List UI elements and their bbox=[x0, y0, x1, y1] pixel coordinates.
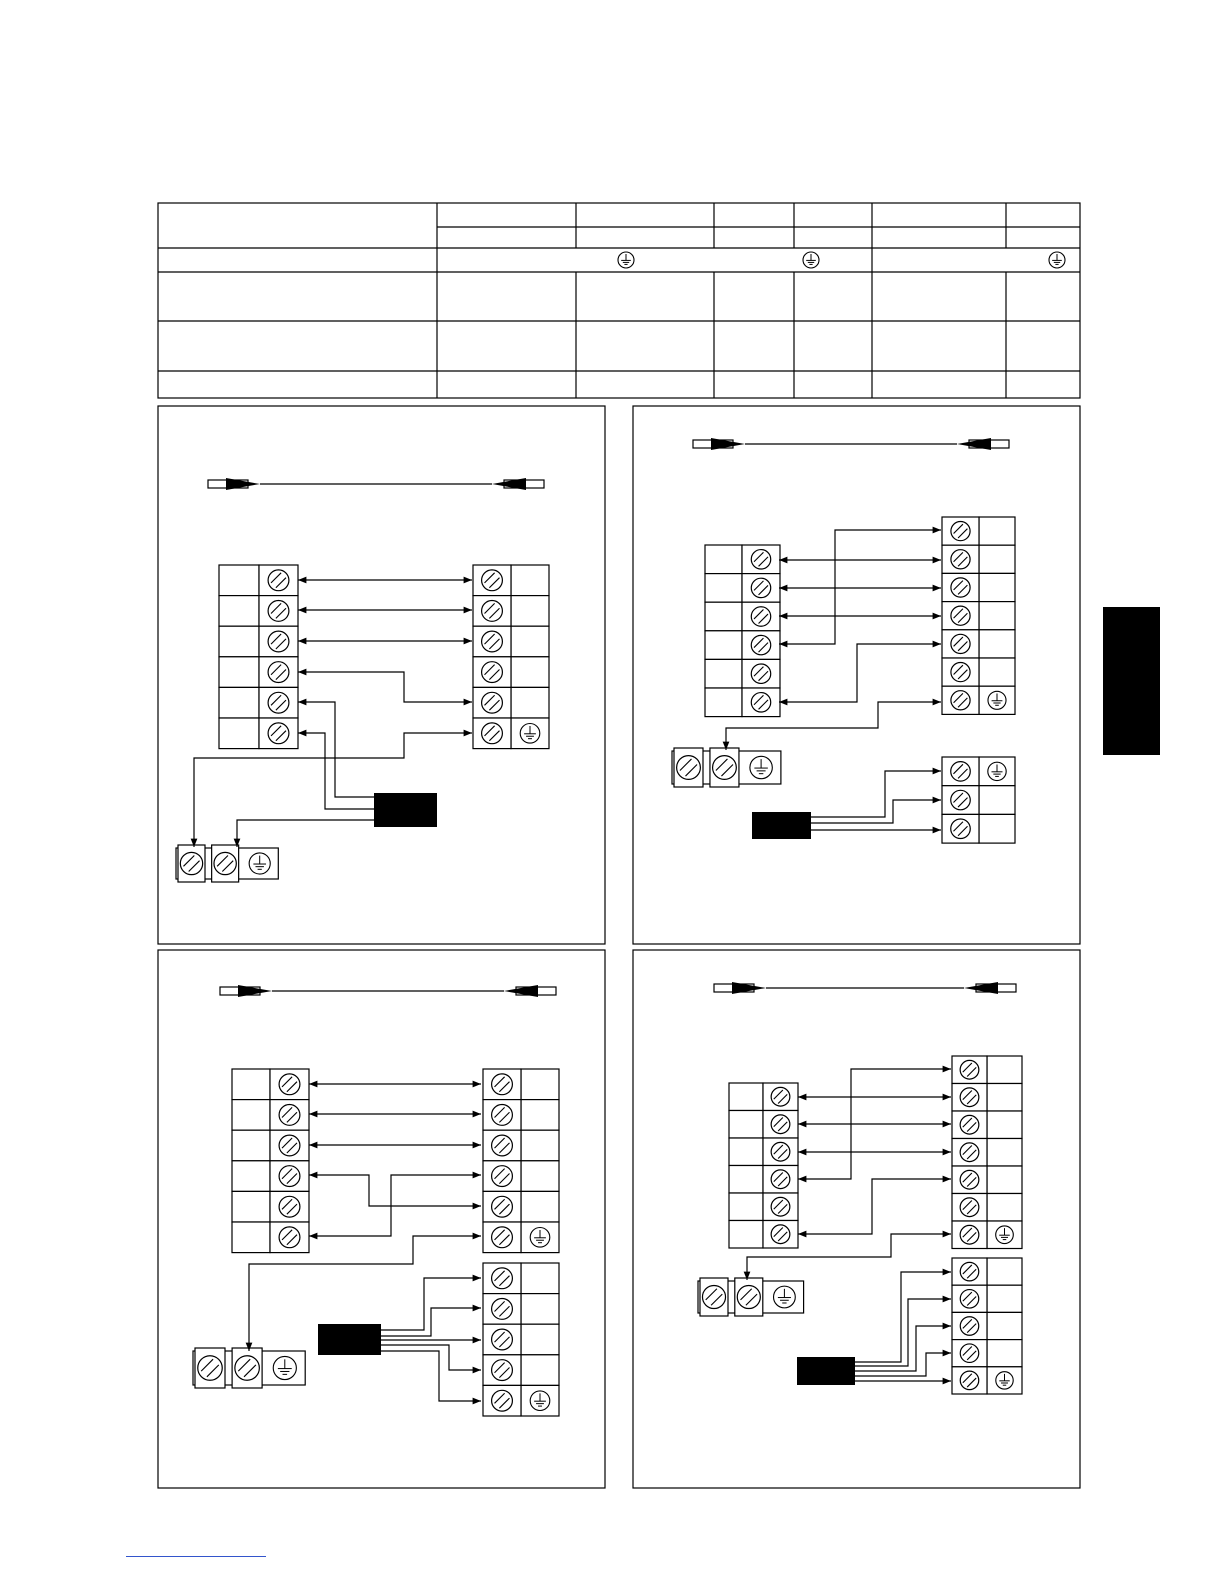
screw-terminal-icon bbox=[960, 1371, 978, 1389]
screw-terminal-icon bbox=[737, 1285, 760, 1308]
connector-block bbox=[752, 812, 811, 839]
connector-block bbox=[374, 793, 437, 827]
ground-terminal-block bbox=[193, 1348, 305, 1388]
power-terminal-block bbox=[942, 757, 1015, 843]
earth-ground-icon bbox=[996, 1226, 1014, 1244]
screw-terminal-icon bbox=[960, 1198, 979, 1217]
screw-terminal-icon bbox=[492, 1390, 513, 1411]
hollow-arrow-icon bbox=[504, 985, 556, 997]
screw-terminal-icon bbox=[960, 1344, 978, 1362]
screw-terminal-icon bbox=[268, 600, 289, 621]
screw-terminal-icon bbox=[751, 664, 770, 683]
screw-terminal-icon bbox=[951, 578, 970, 597]
screw-terminal-icon bbox=[677, 756, 701, 780]
screw-terminal-icon bbox=[751, 693, 770, 712]
screw-terminal-icon bbox=[214, 852, 236, 874]
screw-terminal-icon bbox=[180, 852, 202, 874]
screw-terminal-icon bbox=[951, 606, 970, 625]
earth-ground-icon bbox=[520, 724, 540, 744]
screw-terminal-icon bbox=[198, 1356, 222, 1380]
earth-ground-icon bbox=[996, 1372, 1013, 1389]
screw-terminal-icon bbox=[492, 1166, 513, 1187]
screw-terminal-icon bbox=[279, 1196, 300, 1217]
screw-terminal-icon bbox=[960, 1088, 979, 1107]
screw-terminal-icon bbox=[268, 692, 289, 713]
screw-terminal-icon bbox=[771, 1225, 790, 1244]
screw-terminal-icon bbox=[492, 1135, 513, 1156]
screw-terminal-icon bbox=[492, 1104, 513, 1125]
screw-terminal-icon bbox=[482, 631, 503, 652]
screw-terminal-icon bbox=[279, 1135, 300, 1156]
screw-terminal-icon bbox=[771, 1170, 790, 1189]
screw-terminal-icon bbox=[771, 1142, 790, 1161]
screw-terminal-icon bbox=[751, 550, 770, 569]
screw-terminal-icon bbox=[951, 691, 970, 710]
ground-terminal-block bbox=[672, 748, 781, 787]
power-terminal-block bbox=[483, 1263, 559, 1416]
hollow-arrow-icon bbox=[693, 438, 745, 450]
spec-table bbox=[158, 203, 1080, 398]
screw-terminal-icon bbox=[268, 662, 289, 683]
screw-terminal-icon bbox=[492, 1196, 513, 1217]
earth-ground-icon bbox=[750, 756, 772, 778]
screw-terminal-icon bbox=[279, 1166, 300, 1187]
screw-terminal-icon bbox=[960, 1225, 979, 1244]
power-terminal-block bbox=[952, 1258, 1022, 1394]
screw-terminal-icon bbox=[279, 1227, 300, 1248]
screw-terminal-icon bbox=[771, 1115, 790, 1134]
screw-terminal-icon bbox=[482, 662, 503, 683]
screw-terminal-icon bbox=[751, 607, 770, 626]
outdoor-terminal-block bbox=[942, 517, 1015, 714]
earth-ground-icon bbox=[803, 252, 819, 268]
earth-ground-icon bbox=[1049, 252, 1065, 268]
screw-terminal-icon bbox=[951, 819, 971, 839]
earth-ground-icon bbox=[618, 252, 634, 268]
screw-terminal-icon bbox=[771, 1197, 790, 1216]
screw-terminal-icon bbox=[492, 1298, 513, 1319]
indoor-terminal-block bbox=[729, 1083, 798, 1248]
screw-terminal-icon bbox=[268, 570, 289, 591]
screw-terminal-icon bbox=[951, 663, 970, 682]
screw-terminal-icon bbox=[960, 1170, 979, 1189]
screw-terminal-icon bbox=[771, 1087, 790, 1106]
screw-terminal-icon bbox=[702, 1285, 725, 1308]
hollow-arrow-icon bbox=[957, 438, 1009, 450]
ground-terminal-block bbox=[698, 1278, 804, 1316]
earth-ground-icon bbox=[273, 1356, 296, 1379]
hollow-arrow-icon bbox=[964, 982, 1016, 994]
screw-terminal-icon bbox=[482, 570, 503, 591]
earth-ground-icon bbox=[1049, 252, 1065, 268]
hollow-arrow-icon bbox=[208, 478, 260, 490]
ground-terminal-block bbox=[176, 845, 278, 882]
earth-ground-icon bbox=[618, 252, 634, 268]
indoor-terminal-block bbox=[219, 565, 298, 749]
earth-ground-icon bbox=[803, 252, 819, 268]
screw-terminal-icon bbox=[751, 635, 770, 654]
hollow-arrow-icon bbox=[714, 982, 766, 994]
footer-link[interactable] bbox=[126, 1556, 266, 1557]
screw-terminal-icon bbox=[960, 1115, 979, 1134]
outdoor-terminal-block bbox=[483, 1069, 559, 1253]
screw-terminal-icon bbox=[951, 762, 971, 782]
screw-terminal-icon bbox=[492, 1360, 513, 1381]
screw-terminal-icon bbox=[235, 1356, 259, 1380]
hollow-arrow-icon bbox=[220, 985, 272, 997]
earth-ground-icon bbox=[774, 1286, 796, 1308]
screw-terminal-icon bbox=[960, 1060, 979, 1079]
screw-terminal-icon bbox=[960, 1143, 979, 1162]
screw-terminal-icon bbox=[951, 550, 970, 569]
screw-terminal-icon bbox=[492, 1074, 513, 1095]
screw-terminal-icon bbox=[279, 1104, 300, 1125]
section-tab bbox=[1103, 607, 1160, 755]
screw-terminal-icon bbox=[279, 1074, 300, 1095]
screw-terminal-icon bbox=[482, 600, 503, 621]
screw-terminal-icon bbox=[268, 723, 289, 744]
screw-terminal-icon bbox=[713, 756, 737, 780]
earth-ground-icon bbox=[988, 762, 1006, 780]
screw-terminal-icon bbox=[492, 1227, 513, 1248]
hollow-arrow-icon bbox=[492, 478, 544, 490]
earth-ground-icon bbox=[988, 691, 1006, 709]
connector-block bbox=[797, 1357, 855, 1385]
screw-terminal-icon bbox=[492, 1329, 513, 1350]
screw-terminal-icon bbox=[960, 1290, 978, 1308]
earth-ground-icon bbox=[249, 853, 270, 874]
indoor-terminal-block bbox=[232, 1069, 309, 1253]
screw-terminal-icon bbox=[268, 631, 289, 652]
screw-terminal-icon bbox=[951, 790, 971, 810]
earth-ground-icon bbox=[530, 1391, 550, 1411]
earth-ground-icon bbox=[530, 1228, 550, 1248]
screw-terminal-icon bbox=[951, 522, 970, 541]
screw-terminal-icon bbox=[960, 1317, 978, 1335]
outdoor-terminal-block bbox=[952, 1056, 1022, 1249]
indoor-terminal-block bbox=[705, 545, 780, 717]
outdoor-terminal-block bbox=[473, 565, 549, 749]
screw-terminal-icon bbox=[951, 634, 970, 653]
connector-block bbox=[318, 1324, 381, 1355]
screw-terminal-icon bbox=[482, 692, 503, 713]
screw-terminal-icon bbox=[492, 1268, 513, 1289]
screw-terminal-icon bbox=[960, 1262, 978, 1280]
screw-terminal-icon bbox=[751, 578, 770, 597]
screw-terminal-icon bbox=[482, 723, 503, 744]
